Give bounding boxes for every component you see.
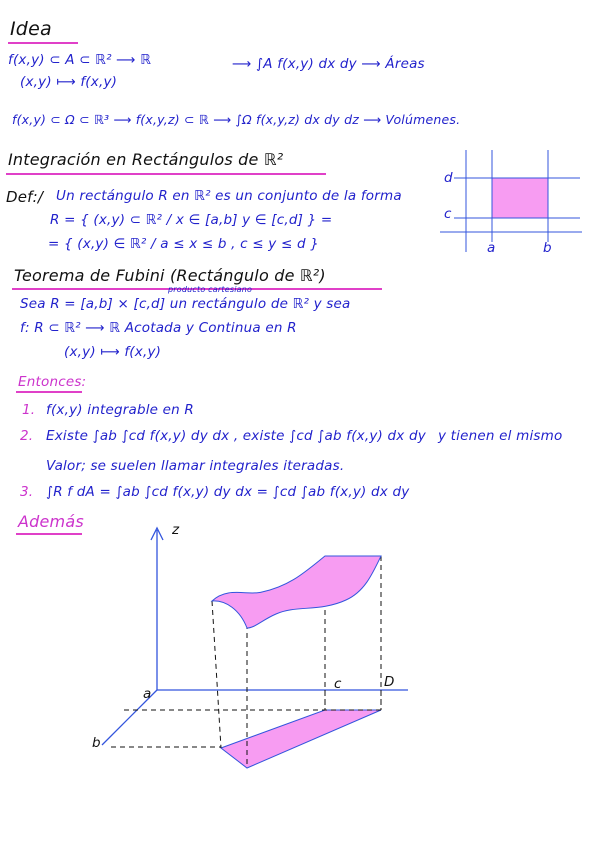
item3-number: 3. (20, 484, 34, 500)
item2-text: Existe ∫ab ∫cd f(x,y) dy dx , existe ∫cd ∫ab f(x,y) dx dy (46, 428, 426, 444)
rect-title: Integración en Rectángulos de ℝ² (8, 150, 284, 169)
surface-patch (212, 556, 381, 628)
idea-title: Idea (10, 18, 52, 40)
idea-line2: f(x,y) ⊂ Ω ⊂ ℝ³ ⟶ f(x,y,z) ⊂ ℝ ⟶ ∫Ω f(x,y,z) dx dy dz ⟶ Volúmenes. (12, 112, 461, 127)
def-label: Def:/ (6, 188, 44, 206)
axis-label-c: c (334, 676, 342, 692)
rect-label-a: a (487, 240, 496, 256)
def-line3: = { (x,y) ∈ ℝ² / a ≤ x ≤ b , c ≤ y ≤ d } (48, 236, 320, 252)
then-label: Entonces: (18, 374, 87, 390)
axis-label-z: z (172, 522, 180, 538)
item1-text: f(x,y) integrable en R (46, 402, 194, 418)
fubini-note: producto cartesiano (168, 285, 253, 294)
idea-line1a: f(x,y) ⊂ A ⊂ ℝ² ⟶ ℝ (8, 52, 152, 68)
idea-line1c: ⟶ ∫A f(x,y) dx dy ⟶ Áreas (232, 56, 425, 72)
fubini-line1: Sea R = [a,b] × [c,d] un rectángulo de ℝ² y sea (20, 296, 351, 312)
fubini-line3: (x,y) ⟼ f(x,y) (64, 344, 162, 360)
fubini-line2: f: R ⊂ ℝ² ⟶ ℝ Acotada y Continua en R (20, 320, 297, 336)
base-region (221, 710, 381, 768)
item2-text-c: Valor; se suelen llamar integrales iteradas. (46, 458, 345, 474)
rect-label-d: d (444, 170, 453, 186)
rect-label-b: b (543, 240, 552, 256)
item1-number: 1. (22, 402, 36, 418)
axis-label-D: D (384, 674, 395, 690)
item3-text: ∫R f dA = ∫ab ∫cd f(x,y) dy dx = ∫cd ∫ab f(x,y) dx dy (46, 484, 410, 500)
def-line2: R = { (x,y) ⊂ ℝ² / x ∈ [a,b] y ∈ [c,d] } = (50, 212, 333, 228)
rect-label-c: c (444, 206, 452, 222)
axis-label-a: a (143, 686, 152, 702)
idea-line1b: (x,y) ⟼ f(x,y) (20, 74, 118, 90)
axis-label-b: b (92, 735, 101, 751)
ademas-label: Además (18, 512, 84, 531)
item2-text-b: y tienen el mismo (438, 428, 563, 444)
def-line1: Un rectángulo R en ℝ² es un conjunto de la forma (56, 188, 402, 204)
item2-number: 2. (20, 428, 34, 444)
fubini-title: Teorema de Fubini (Rectángulo de ℝ²) (14, 266, 326, 285)
